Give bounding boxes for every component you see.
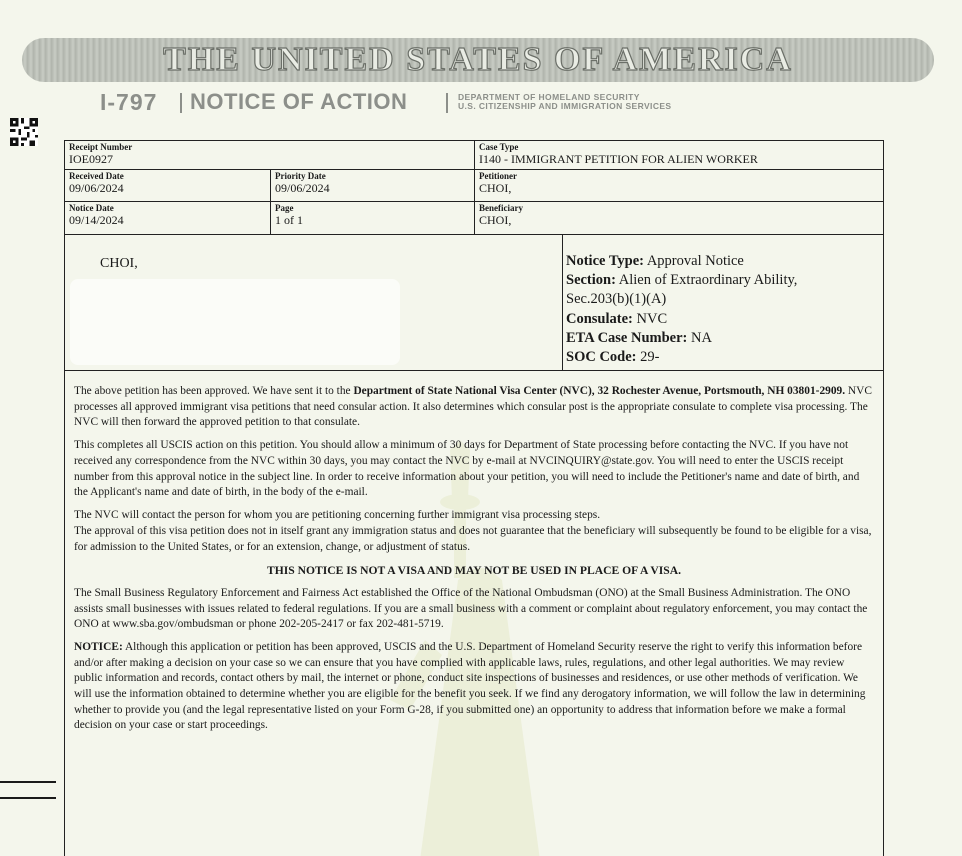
notice-label: NOTICE: [74, 641, 123, 654]
petitioner-value: CHOI, [479, 181, 512, 195]
beneficiary-cell [474, 201, 884, 235]
united-states-banner [22, 38, 934, 82]
notice-type-line [566, 252, 883, 271]
soc-code-label: SOC Code: [566, 349, 637, 366]
notice-date-label: Notice Date [69, 203, 114, 213]
nvc-address: Department of State National Visa Center (NVC), 32 Rochester Avenue, Portsmouth, NH 03801-2909. [353, 385, 846, 397]
received-date-label: Received Date [69, 171, 124, 181]
received-date-cell [64, 169, 271, 202]
approval-text-c: NVC processes all approved immigrant visa petitions that need consular action. It also determines which consular post is the appropriate consulate to complete visa processing. The NVC will then forward the approved petition to that consulate. [74, 385, 872, 429]
ombudsman-paragraph: The Small Business Regulatory Enforcement and Fairness Act established the Office of the National Ombudsman (ONO) at the Small Business Administration. The ONO assists small businesses with issues related to federal regulations. If you are a small business with a comment or complaint about regulatory enforcement, you may contact the ONO at www.sba.gov/ombudsman or phone 202-205-2417 or fax 202-481-5719. [74, 586, 868, 631]
eta-case-label: ETA Case Number: [566, 329, 688, 346]
addressee-name: CHOI, [100, 256, 138, 271]
barcode-icon [9, 118, 39, 146]
agency-line-2: U.S. CITIZENSHIP AND IMMIGRATION SERVICES [458, 101, 672, 111]
section-line [566, 271, 883, 290]
section-value: Alien of Extraordinary Ability, [618, 272, 798, 289]
notice-date-value: 09/14/2024 [69, 213, 124, 227]
page-value: 1 of 1 [275, 213, 303, 227]
beneficiary-value: CHOI, [479, 213, 512, 227]
eta-case-value: NA [691, 329, 712, 346]
received-date-value: 09/06/2024 [69, 181, 124, 195]
petitioner-label: Petitioner [479, 171, 517, 181]
form-title: NOTICE OF ACTION [190, 89, 408, 114]
banner-title: THE UNITED STATES OF AMERICA [163, 41, 793, 78]
eta-case-line [566, 329, 883, 348]
receipt-number-label: Receipt Number [69, 142, 133, 152]
priority-date-label: Priority Date [275, 171, 326, 181]
approval-paragraph [74, 384, 874, 431]
case-type-label: Case Type [479, 142, 519, 152]
verification-notice-paragraph [74, 640, 874, 734]
consulate-value: NVC [636, 310, 668, 327]
priority-date-value: 09/06/2024 [275, 181, 330, 195]
nvc-contact-paragraph [74, 508, 874, 555]
uscis-action-paragraph: This completes all USCIS action on this petition. You should allow a minimum of 30 days for Department of State processing before contacting the NVC. If you have not received any correspondence from the NVC within 30 days, you may contact the NVC by e-mail at NVCINQUIRY@state.gov. You will need to enter the USCIS receipt number from this approval notice in the subject line. In order to receive information about your petition, you will need to include the Petitioner's name and date of birth, and the Applicant's name and date of birth, in the body of the e-mail. [74, 439, 860, 499]
consulate-line [566, 310, 883, 329]
section-code: Sec.203(b)(1)(A) [566, 291, 667, 308]
mailing-address-block [64, 234, 562, 371]
verification-notice-text: Although this application or petition has been approved, USCIS and the U.S. Department of Homeland Security reserve the right to verify this information before and/or after making a decision on your case so we can ensure that you have complied with applicable laws, rules, regulations, and other legal authorities. We may review public information and records, contact others by mail, the internet or phone, conduct site inspections of businesses and residences, or use other methods of verification. We will use the information obtained to determine whether you are eligible for the benefit you seek. If we find any derogatory information, we will follow the law in determining whether to provide you (and the legal representative listed on your Form G-28, if you submitted one) an opportunity to address that information before we make a formal decision on your case or start proceedings. [74, 641, 866, 732]
approval-disclaimer-text: The approval of this visa petition does not in itself grant any immigration status and does not guarantee that the beneficiary will subsequently be found to be eligible for a visa, for admission to the United States, or for an extension, change, or adjustment of status. [74, 524, 872, 553]
page-cell [270, 201, 475, 235]
title-separator [180, 93, 182, 113]
page-label: Page [275, 203, 294, 213]
not-a-visa-warning: THIS NOTICE IS NOT A VISA AND MAY NOT BE USED IN PLACE OF A VISA. [266, 563, 682, 577]
margin-mark [0, 781, 56, 783]
nvc-contact-text: The NVC will contact the person for whom you are petitioning concerning further immigrant visa processing steps. [74, 509, 601, 522]
approval-text-a: The above petition has been approved. We have sent it to the [74, 385, 354, 397]
petitioner-cell [474, 169, 884, 202]
form-number: I-797 [100, 89, 158, 115]
notice-type-value: Approval Notice [646, 253, 744, 269]
redacted-address [70, 279, 400, 365]
agency-separator [446, 93, 448, 113]
priority-date-cell [270, 169, 475, 202]
notice-details-box [562, 234, 884, 371]
agency-line-1: DEPARTMENT OF HOMELAND SECURITY [458, 92, 640, 102]
soc-code-value: 29- [640, 349, 660, 366]
margin-mark [0, 797, 56, 799]
notice-type-label: Notice Type: [566, 253, 644, 269]
notice-date-cell [64, 201, 271, 235]
notice-body [64, 370, 884, 856]
agency-name [458, 93, 672, 111]
receipt-number-value: IOE0927 [69, 152, 113, 166]
soc-code-line [566, 348, 883, 367]
case-type-cell [474, 140, 884, 170]
section-label: Section: [566, 272, 616, 289]
case-type-value: I140 - IMMIGRANT PETITION FOR ALIEN WORKER [479, 152, 758, 166]
consulate-label: Consulate: [566, 310, 633, 327]
receipt-number-cell [64, 140, 475, 170]
beneficiary-label: Beneficiary [479, 203, 523, 213]
